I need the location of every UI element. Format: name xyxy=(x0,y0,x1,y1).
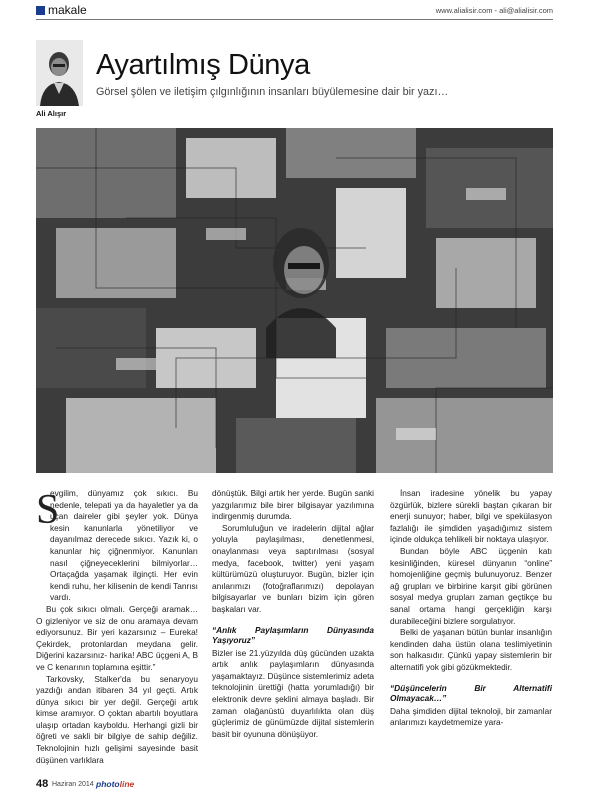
article-column-2 xyxy=(212,488,374,740)
paragraph: Daha şimdiden dijital teknoloji, bir zamanlar anlarımızı kaydetmemize yara- xyxy=(390,705,552,728)
article-column-3 xyxy=(390,488,552,729)
paragraph: Bu çok sıkıcı olmalı. Gerçeği aramak… O gizleniyor ve siz de onu aramaya devam ediyorsunuz. Bir yeri kazarsınız – Eureka! Çekirdek, protonlardan meydana gelir. Diğerini kazarsınız- harika! ABC üçgeni A, B ve C kenarının toplamına eşittir.” xyxy=(36,603,198,672)
issue-date: Haziran 2014 xyxy=(52,781,94,788)
subheading: “Anlık Paylaşımların Dünyasında Yaşıyoruz” xyxy=(212,624,374,646)
paragraph: Bizler ise 21.yüzyılda düş gücünden uzakta artık anlık paylaşımların dünyasında yaşamaktayız. Düşünce sistemlerimiz adeta teknolojinin ürettiği (hatta yorumladığı) bir elektronik devre şeklini almaya başladı. Bir zaman olağanüstü duyarlılıkta olan düş güçlerimiz de günümüzde dijital sistemlerin basit bir oyununa dönüşüyor. xyxy=(212,647,374,739)
magazine-name xyxy=(96,779,134,789)
section-marker xyxy=(36,6,45,15)
paragraph: dönüştük. Bilgi artık her yerde. Bugün sanki yazgılarımız bile birer bilgisayar yazılımına indirgenmiş durumda. xyxy=(212,488,374,522)
page-number: 48 xyxy=(36,778,49,790)
author-portrait-image xyxy=(36,40,83,106)
paragraph: Tarkovsky, Stalker'da bu senaryoyu yazdığı andan itibaren 34 yıl geçti. Artık dünya sıkıcı bir yer değil. Gerçeği artık kimse aramıyor. O çoktan abartılı boyutlara ulaşıp ortadan kayboldu. Herhangi gizli bir öğreti ve sakli bir bilgiye de sahip değiliz. Teknolojinin hızlı gelişimi sayesinde basit düşünen varlıklara xyxy=(36,673,198,765)
header-website: www.alialisir.com - ali@alialisir.com xyxy=(435,6,553,15)
paragraph: Belki de yaşanan bütün bunlar insanlığın kendinden daha üstün olana teslimiyetinin son halkasıdır. Çünkü yapay sistemlerin bir alternatifi yok gibi gözükmektedir. xyxy=(390,627,552,672)
hero-image-circuit-collage xyxy=(36,128,553,473)
magazine-name-part-a: photo xyxy=(96,779,120,789)
section-label: makale xyxy=(48,3,87,17)
subheading: “Düşüncelerin Bir Alternatifi Olmayacak…” xyxy=(390,682,552,703)
author-name: Ali Alışır xyxy=(36,109,67,118)
article-column-1 xyxy=(36,488,198,766)
paragraph: İnsan iradesine yönelik bu yapay özgürlük, bizlere sürekli baştan çıkaran bir enerji sunuyor; haber, bilgi ve spekülasyon fazlalığı ile şimdiden yaşadığımız sistem içinde oldukça tehlikeli bir noktaya ulaşıyor. xyxy=(390,488,552,545)
paragraph: evgilim, dünyamız çok sıkıcı. Bu nedenle, telepati ya da hayaletler ya da uçan daireler gibi şeyler yok. Dünya kesin kanunlarla yönetiliyor ve dayanılmaz derecede sıkıcı. Yazık ki, o kanunlar hiç çiğnenmiyor. Kanunları nasıl çiğneyeceklerini bilmiyorlar… Ortaçağda yaşamak ilginçti. Her evin kendi ruhu, her kilisenin de kendi Tanrısı vardı. xyxy=(50,488,198,603)
author-photo xyxy=(36,40,83,106)
paragraph: Sorumluluğun ve iradelerin dijital ağlar yoluyla paylaşılması, denetlenmesi, onaylanması veya saptırılması (sosyal medya, facebook, twitter) yeni yaşam kültürümüzü oluşturuyor. Bugün, bizler için anılarımızı (fotoğraflarımızı) depolayan bilgisayarlar ve bunları bizim için gören başkaları var. xyxy=(212,522,374,614)
circuit-board-collage-image xyxy=(36,128,553,473)
page-title: Ayartılmış Dünya xyxy=(96,49,310,81)
paragraph: Bundan böyle ABC üçgenin katı kesinliğinden, küresel dünyanın “online” homojenliğine geçmiş bulunuyoruz. Benzer ağ grupları ve birbirine karşıt gibi görünen sosyal medya grupları zaman geçtikçe bu sanal ortama hangi gerçekliğin karşı durabileceğini bizlere sorgulatıyor. xyxy=(390,545,552,626)
page-subtitle: Görsel şölen ve iletişim çılgınlığının insanları büyülemesine dair bir yazı… xyxy=(96,86,449,98)
header-rule xyxy=(36,19,553,20)
magazine-name-part-b: line xyxy=(119,779,135,789)
drop-cap: S xyxy=(36,487,60,533)
